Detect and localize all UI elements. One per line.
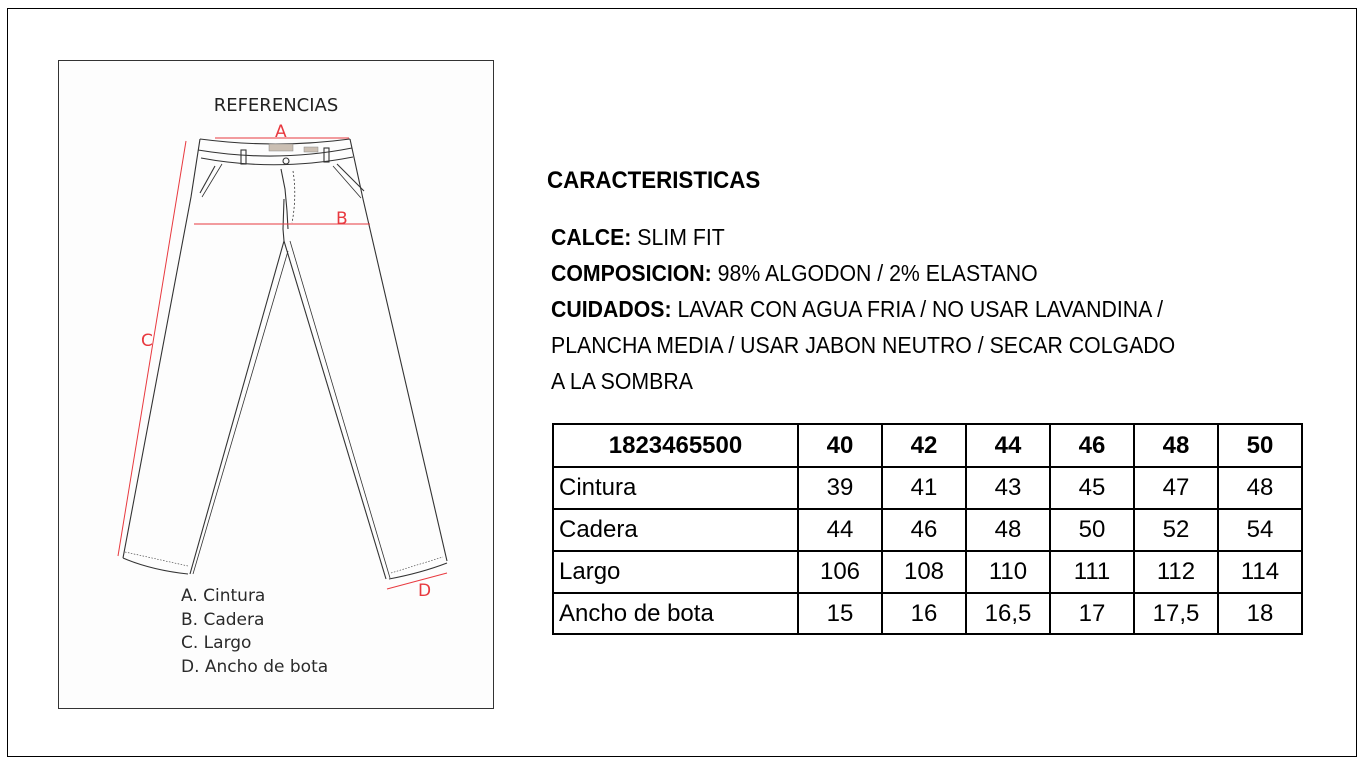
table-cell: 39	[798, 467, 882, 509]
spec-calce	[551, 224, 725, 251]
legend-item-cadera: B. Cadera	[181, 609, 265, 630]
spec-composicion	[551, 260, 1038, 287]
spec-calce-label: CALCE:	[551, 224, 632, 250]
table-header-code: 1823465500	[553, 424, 798, 467]
table-header-size: 48	[1134, 424, 1218, 467]
spec-cuidados	[551, 296, 1163, 323]
table-cell: 15	[798, 593, 882, 634]
table-header-size: 46	[1050, 424, 1134, 467]
spec-cuidados-line1: LAVAR CON AGUA FRIA / NO USAR LAVANDINA /	[671, 296, 1164, 322]
references-title: REFERENCIAS	[213, 95, 339, 116]
legend-item-largo: C. Largo	[181, 633, 252, 653]
table-header-size: 42	[882, 424, 966, 467]
spec-composicion-label: COMPOSICION:	[551, 260, 712, 286]
table-cell: 46	[882, 509, 966, 551]
marker-d: D	[418, 581, 432, 601]
table-cell: 106	[798, 551, 882, 593]
table-cell: 52	[1134, 509, 1218, 551]
spec-cuidados-label: CUIDADOS:	[551, 296, 672, 322]
characteristics-title: CARACTERISTICAS	[547, 167, 761, 194]
table-cell: 110	[966, 551, 1050, 593]
spec-calce-value: SLIM FIT	[631, 224, 725, 250]
table-header-size: 50	[1218, 424, 1302, 467]
spec-cuidados-line3: A LA SOMBRA	[551, 368, 693, 394]
table-cell: 44	[798, 509, 882, 551]
table-cell: 45	[1050, 467, 1134, 509]
table-cell: 111	[1050, 551, 1134, 593]
table-header-size: 40	[798, 424, 882, 467]
table-cell: 17	[1050, 593, 1134, 634]
table-row	[553, 467, 1302, 509]
table-cell: 48	[966, 509, 1050, 551]
references-panel	[58, 60, 494, 709]
table-cell: 18	[1218, 593, 1302, 634]
table-cell: 112	[1134, 551, 1218, 593]
marker-a: A	[275, 122, 287, 142]
table-cell: 114	[1218, 551, 1302, 593]
legend-item-cintura: A. Cintura	[181, 586, 266, 606]
table-cell: 41	[882, 467, 966, 509]
table-cell: 50	[1050, 509, 1134, 551]
table-cell: 16	[882, 593, 966, 634]
table-row	[553, 509, 1302, 551]
row-label: Largo	[553, 551, 798, 593]
marker-b: B	[336, 209, 348, 229]
table-cell: 17,5	[1134, 593, 1218, 634]
table-header-size: 44	[966, 424, 1050, 467]
references-legend	[181, 585, 328, 679]
table-cell: 54	[1218, 509, 1302, 551]
row-label: Cadera	[553, 509, 798, 551]
marker-c: C	[141, 331, 153, 351]
row-label: Ancho de bota	[553, 593, 798, 634]
table-cell: 47	[1134, 467, 1218, 509]
table-cell: 108	[882, 551, 966, 593]
table-cell: 16,5	[966, 593, 1050, 634]
spec-cuidados-line2: PLANCHA MEDIA / USAR JABON NEUTRO / SECAR COLGADO	[551, 332, 1176, 358]
row-label: Cintura	[553, 467, 798, 509]
table-row	[553, 593, 1302, 634]
table-cell: 48	[1218, 467, 1302, 509]
size-table	[552, 423, 1303, 635]
table-row	[553, 551, 1302, 593]
legend-item-ancho-de-bota: D. Ancho de bota	[181, 656, 329, 677]
spec-composicion-value: 98% ALGODON / 2% ELASTANO	[711, 260, 1038, 286]
table-header-row	[553, 424, 1302, 467]
table-cell: 43	[966, 467, 1050, 509]
